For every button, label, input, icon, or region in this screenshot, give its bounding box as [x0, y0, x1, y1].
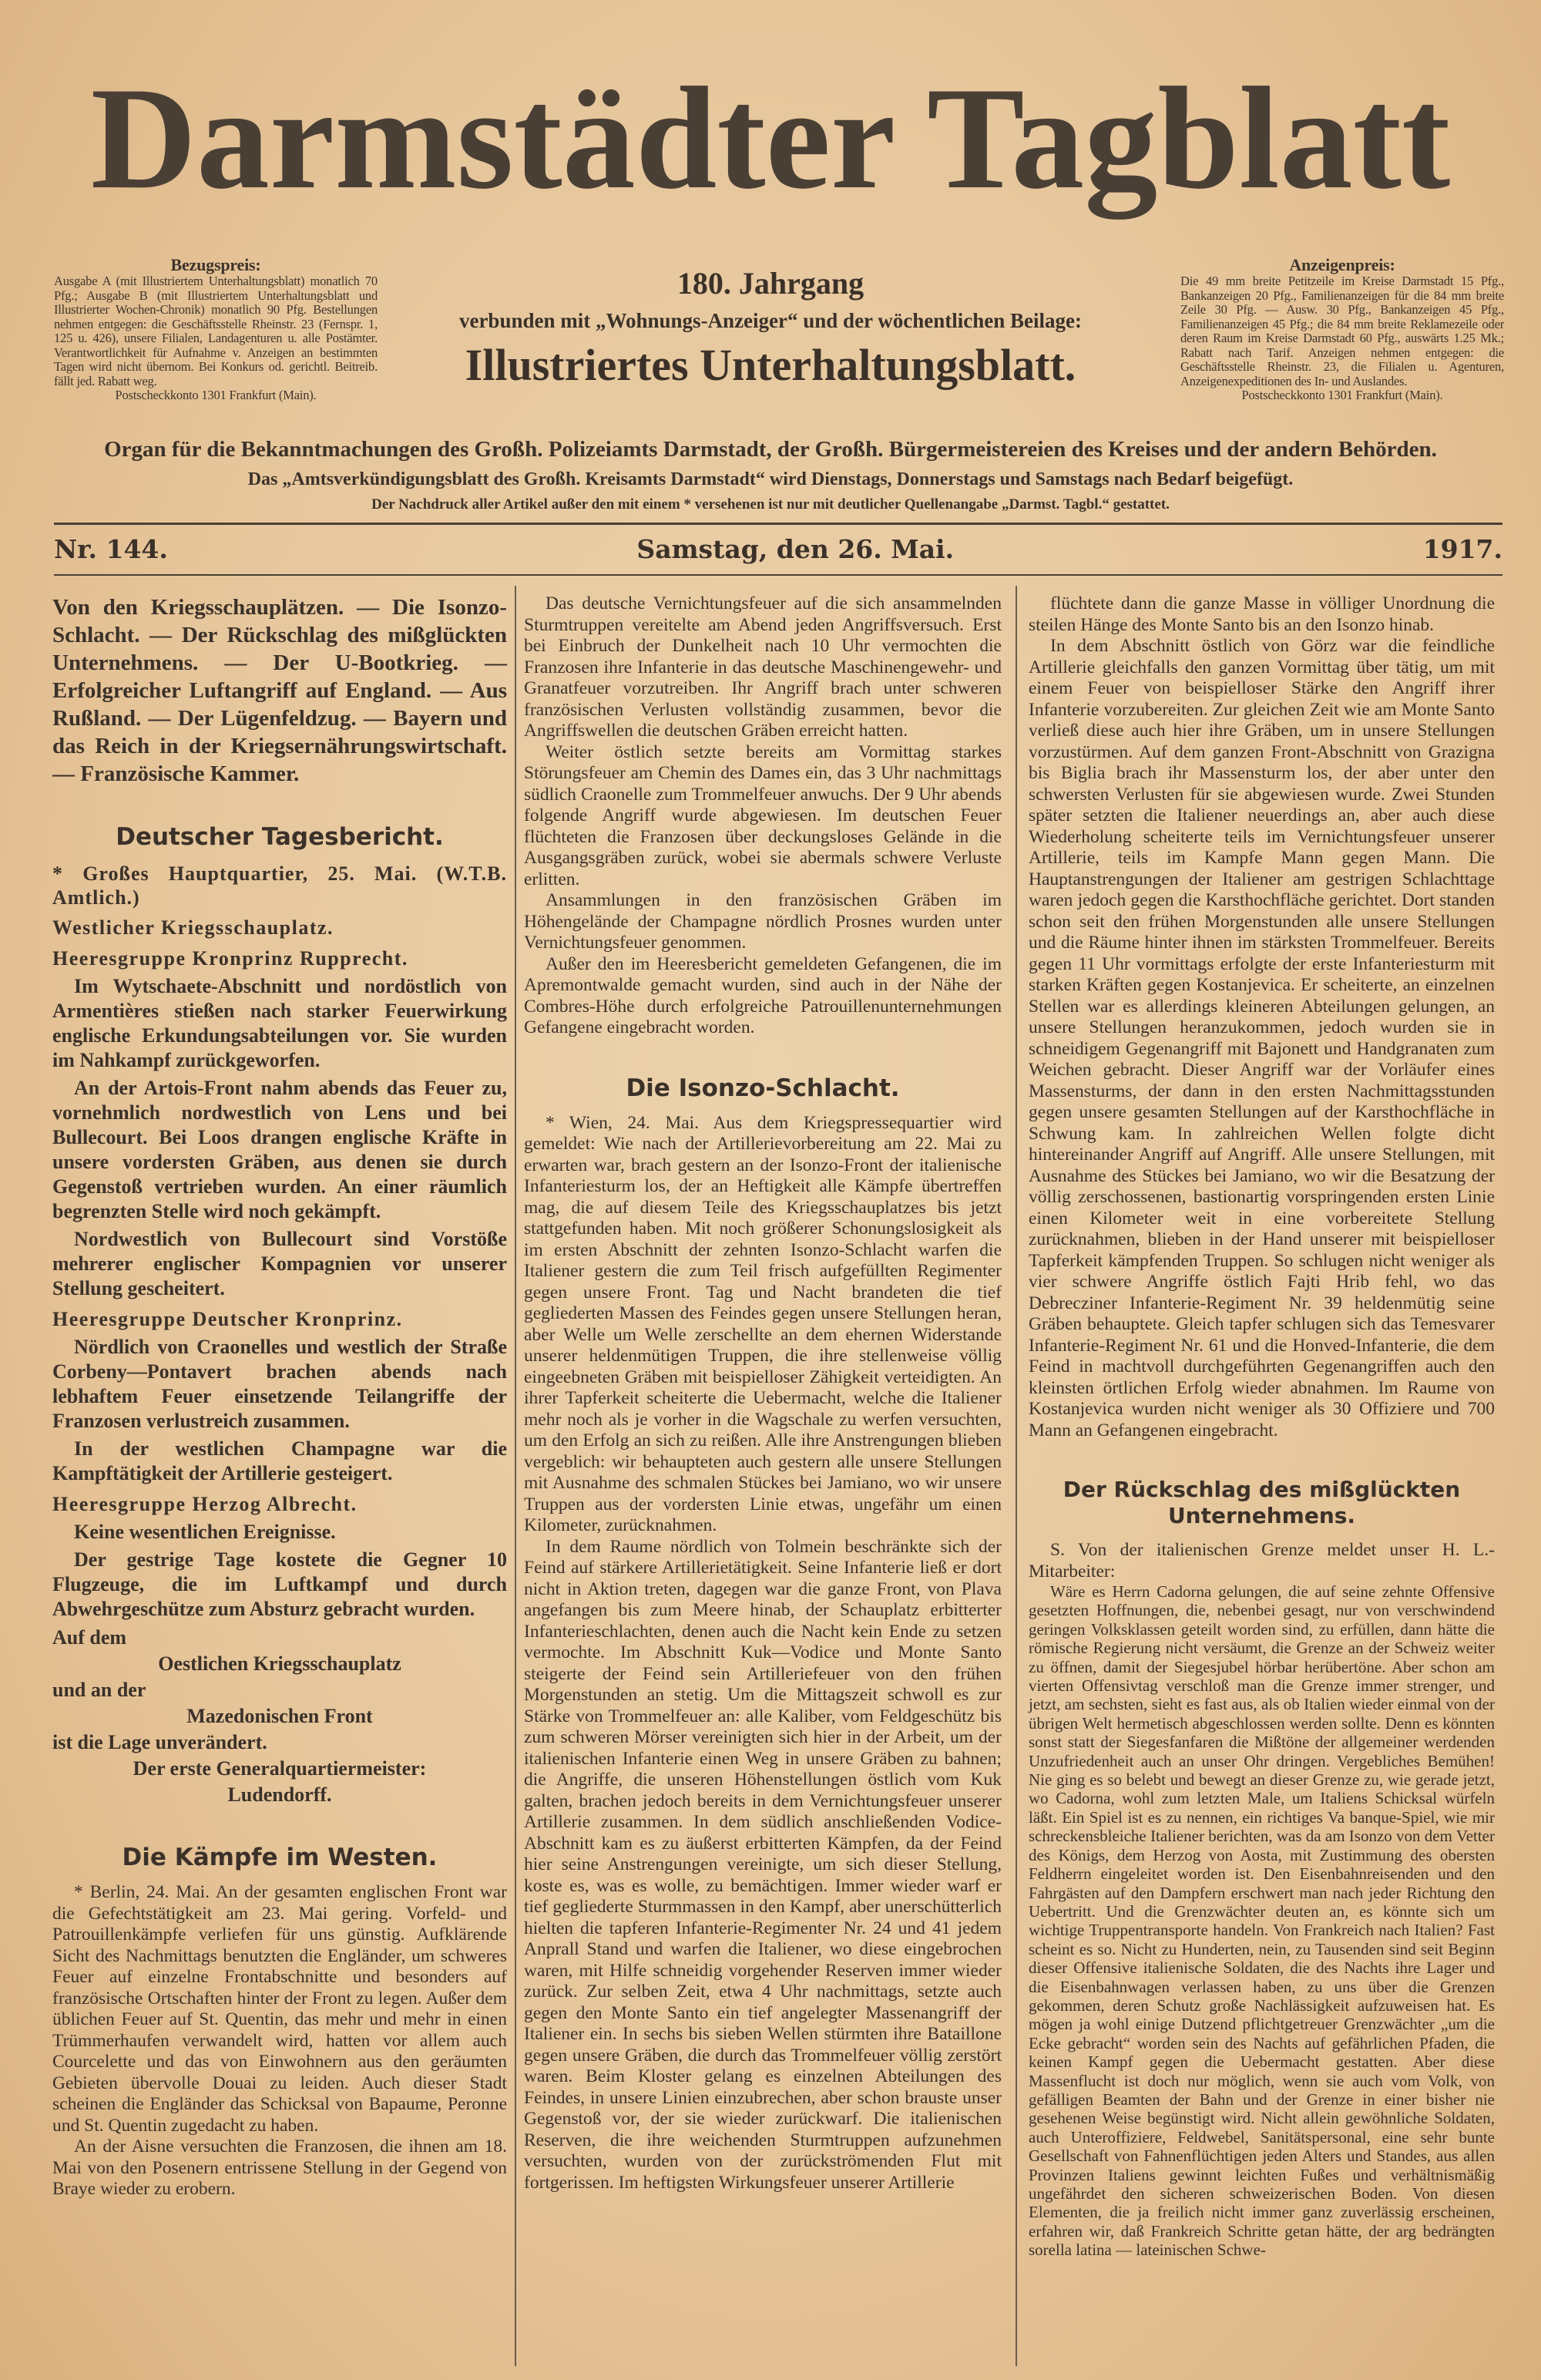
- bold-paragraph: In der westlichen Champagne war die Kampftätigkeit der Artillerie gesteigert.: [52, 1437, 507, 1484]
- newspaper-title: Darmstädter Tagblatt: [90, 58, 1451, 220]
- bold-paragraph: Nordwestlich von Bullecourt sind Vorstöße mehrerer englischer Kompagnien vor unserer Stellung gescheitert.: [52, 1228, 507, 1299]
- issue-number: Nr. 144.: [54, 534, 168, 564]
- paragraph: * Berlin, 24. Mai. An der gesamten englischen Front war die Gefechtstätigkeit am 23. Mai gering. Vorfeld- und Patrouillenkämpfe verliefen für uns günstig. Aufklärende Sicht des Nachmittags benutzten die Engländer, um schweres Feuer auf einzelne Frontabschnitte und besonders auf französische Ortschaften hinter der Front zu legen. Außer dem üblichen Feuer auf St. Quentin, das mehr und mehr in einen Trümmerhaufen verwandelt wird, hatten vor allem auch Courcelette und das von Einwohnern aus den geräumten Gebieten übervolle Douai zu leiden. Auch dieser Stadt scheinen die Engländer das Schicksal von Bapaume, Peronne und St. Quentin zugedacht zu haben.: [52, 1882, 507, 2136]
- official-organ-line: Organ für die Bekanntmachungen des Großh. Polizeiamts Darmstadt, der Großh. Bürgermeistereien des Kreises und der andern Behörden.: [104, 437, 1437, 462]
- section-subheading: Heeresgruppe Deutscher Kronprinz.: [52, 1308, 403, 1330]
- centered-line: Mazedonischen Front: [186, 1705, 373, 1727]
- issue-bar: [54, 534, 1502, 565]
- supplement-title: Illustriertes Unterhaltungsblatt.: [465, 340, 1076, 390]
- paragraph: In dem Abschnitt östlich von Görz war die feindliche Artillerie gleichfalls den ganzen Vormittag über tätig, um mit einem Feuer von beispielloser Stärke den Angriff ihrer Infanterie vorzubereiten. Zur gleichen Zeit wie am Monte Santo verließ diese auch hier ihre Gräben, um in unsere Stellungen vorzustürmen. Auf dem ganzen Front-Abschnitt von Grazigna bis Biglia brach ihr Massensturm los, der aber unter den schwersten Verlusten für sie abgewiesen wurde. Zwei Stunden später setzten die Italiener neuerdings an, aber auch diese Wiederholung scheiterte teils im Vernichtungsfeuer unserer Artillerie, teils im Kampfe Mann gegen Mann. Die Hauptanstrengungen der Italiener am gestrigen Schlachttage waren jedoch gegen die Karsthochfläche gerichtet. Dort standen schon seit den frühen Morgenstunden alle unsere Stellungen und die Räume hinter ihnen im stärksten Trommelfeuer. Bereits gegen 11 Uhr vormittags erfolgte der erste Infanteriesturm mit starken Kräften gegen Kostanjevica. Er scheiterte, an einzelnen Stellen war es allerdings kleineren Abteilungen gelungen, an unsere Stellungen heranzukommen, jedoch wurden sie in schneidigem Gegenangriff mit Bajonett und Handgranaten zum Weichen gebracht. Dieser Angriff war der Vorläufer eines Massensturms, der dann in den ersten Nachmittagsstunden gegen unsere gesamten Stellungen auf der Karsthochfläche in Schwung kam. In zahlreichen Wellen folgte dicht hintereinander Angriff auf Angriff. Alle unsere Stellungen, mit Ausnahme des Stückes bei Jamiano, wo wir die Besatzung der völlig zerschossenen, bastionartig vorspringenden ersten Linie einen Kilometer weit in eine vorbereitete Stellung zurücknahmen, blieben in der Hand unserer mit beispielloser Tapferkeit kämpfenden Truppen. So schlugen nicht weniger als vier schwere Angriffe östlich Fajti Hrib fehl, wo das Debrecziner Infanterie-Regiment Nr. 39 heldenmütig seine Gräben behauptete. Gleich tapfer schlugen sich das Temesvarer Infanterie-Regiment Nr. 61 und die Honved-Infanterie, die dem Feind in machtvoll durchgeführten Gegenangriffen auch den kleinsten örtlichen Erfolg wieder abnahmen. Im Raume von Kostanjevica wurden nicht weniger als 30 Offiziere und 700 Mann an Gefangenen eingebracht.: [1029, 636, 1495, 1440]
- bold-paragraph: Der gestrige Tage kostete die Gegner 10 Flugzeuge, die im Luftkampf und durch Abwehrgeschütze zum Absturz gebracht wurden.: [52, 1548, 507, 1620]
- supplement-note: verbunden mit „Wohnungs-Anzeiger“ und der wöchentlichen Beilage:: [458, 309, 1083, 332]
- advertising-postal-account: Postscheckkonto 1301 Frankfurt (Main).: [1241, 388, 1443, 402]
- subscription-price-heading: Bezugspreis:: [170, 255, 261, 274]
- centered-line: Ludendorff.: [227, 1783, 332, 1806]
- column-divider: [1016, 586, 1017, 2366]
- paragraph: Außer den im Heeresbericht gemeldeten Gefangenen, die im Apremontwalde gemacht wurden, sind auch in der Nähe der Combres-Höhe durch erfolgreiche Patrouillenunternehmungen Gefangene eingebracht worden.: [524, 953, 1002, 1037]
- paragraph: In dem Raume nördlich von Tolmein beschränkte sich der Feind auf stärkere Artillerietätigkeit. Seine Infanterie ließ er dort nicht in Aktion treten, dagegen war die ganze Front, von Plava angefangen bis zum Meere hinab, der Schauplatz erbitterter Infanterieschlachten, denen auch die Nacht kein Ende zu setzen vermochte. Im Abschnitt Kuk—Vodice und Monte Santo steigerte der Feind sein Artilleriefeuer von den frühen Morgenstunden an stetig. Um die Mittagszeit schwoll es zur Stärke von Trommelfeuer an: alle Kaliber, vom Feldgeschütz bis zum schweren Mörser vereinigten sich hier in der Arbeit, um der italienischen Infanterie einen Weg in unsere Gräben zu bahnen; die Angriffe, die unseren Höhenstellungen östlich vom Kuk galten, brachen jedoch bereits in dem Vernichtungsfeuer unserer Artillerie zusammen. In dem südlich anschließenden Vodice-Abschnitt kam es zu äußerst erbitterten Kämpfen, da der Feind hier seine Anstrengungen vereinigte, um sich dieser Stellung, koste es, was es wolle, zu bemächtigen. Immer wieder warf er tief gegliederte Sturmmassen in den Kampf, aber unerschütterlich hielten die tapferen Infanterie-Regimenter Nr. 24 und 41 jedem Anprall Stand und warfen die Italiener, wo diese eingebrochen waren, mit Hilfe schneidig vorgehender Reserven immer wieder zurück. Zur selben Zeit, etwa 4 Uhr nachmittags, setzte auch gegen den Monte Santo ein tief angelegter Massenangriff der Italiener ein. In sechs bis sieben Wellen stürmten ihre Bataillone gegen unsere Gräben, die durch das Trommelfeuer völlig zerstört waren. Beim Kloster gelang es einzelnen Abteilungen des Feindes, in unsere Linien einzubrechen, aber schon brauste unser Gegenstoß vor, der sie wieder zurückwarf. Die italienischen Reserven, die ihre weichenden Sturmtruppen aufzunehmen versuchten, wurden von der zurückströmenden Flut mit fortgerissen. Im heftigsten Wirkungsfeuer unserer Artillerie: [524, 1536, 1002, 2193]
- column-2: [524, 593, 1002, 2193]
- paragraph: Ansammlungen in den französischen Gräben im Höhengelände der Champagne nördlich Prosnes wurden unter Vernichtungsfeuer genommen.: [524, 890, 1002, 953]
- advertising-price-box: [1180, 256, 1504, 403]
- section-subheading: Westlicher Kriegsschauplatz.: [52, 916, 334, 939]
- paragraph: flüchtete dann die ganze Masse in völliger Unordnung die steilen Hänge des Monte Santo bis an den Isonzo hinab.: [1029, 593, 1495, 635]
- issue-date: Samstag, den 26. Mai.: [636, 534, 955, 564]
- bold-line: Auf dem: [52, 1626, 127, 1649]
- paragraph: Das deutsche Vernichtungsfeuer auf die sich ansammelnden Sturmtruppen vereitelte am Abend jeden Angriffsversuch. Erst bei Einbruch der Dunkelheit nach 10 Uhr vermochten die Franzosen ihre Infanterie in das deutsche Maschinengewehr- und Granatfeuer vorzutreiben. Ihr Angriff brach unter schweren französischen Verlusten vollständig zusammen, bevor die Angriffswellen die deutschen Gräben erreicht hatten.: [524, 593, 1002, 741]
- column-1: [52, 593, 507, 2200]
- centered-line: Oestlichen Kriegsschauplatz: [158, 1652, 401, 1675]
- centered-line: Der erste Generalquartiermeister:: [133, 1757, 427, 1780]
- bold-line: und an der: [52, 1679, 146, 1701]
- reprint-notice: Der Nachdruck aller Artikel außer den mit einem * versehenen ist nur mit deutlicher Quellenangabe „Darmst. Tagbl.“ gestattet.: [371, 496, 1170, 513]
- article-heading: Deutscher Tagesbericht.: [116, 823, 444, 851]
- bold-paragraph: Nördlich von Craonelles und westlich der Straße Corbeny—Pontavert brachen abends nach lebhaftem Feuer einsetzende Teilangriffe der Franzosen verlustreich zusammen.: [52, 1336, 507, 1432]
- bold-paragraph: Im Wytschaete-Abschnitt und nordöstlich von Armentières stießen nach starker Feuerwirkung englische Erkundungsabteilungen vor. Sie wurden im Nahkampf zurückgeworfen.: [52, 975, 507, 1071]
- advertising-price-text: Die 49 mm breite Petitzeile im Kreise Darmstadt 15 Pfg., Bankanzeigen 20 Pfg., Familienanzeigen für die 84 mm breite Zeile 30 Pfg. — Ausw. 30 Pfg., Bankanzeigen 45 Pfg., Familienanzeigen 45 Pfg.; die 84 mm breite Reklamezeile oder deren Raum im Kreise Darmstadt 60 Pfg., auswärts 1.25 Mk.; Rabatt nach Tarif. Anzeigen nehmen entgegen: die Geschäftsstelle Rheinstr. 23, die Filialen u. Agenturen, Anzeigenexpeditionen des In- und Auslandes.: [1180, 274, 1504, 388]
- subscription-price-box: [54, 256, 378, 403]
- divider: [54, 574, 1502, 576]
- column-divider: [515, 586, 516, 2366]
- subscription-postal-account: Postscheckkonto 1301 Frankfurt (Main).: [115, 388, 317, 402]
- paragraph: * Wien, 24. Mai. Aus dem Kriegspressequartier wird gemeldet: Wie nach der Artillerievorbereitung am 22. Mai zu erwarten war, brach gestern an der Isonzo-Front der italienische Infanteriesturm los, der an Heftigkeit alle Kämpfe übertreffen mag, die auf diesem Teile des Kriegsschauplatzes bis jetzt stattgefunden haben. Mit noch größerer Schonungslosigkeit als im ersten Abschnitt der zehnten Isonzo-Schlacht warfen die Italiener gestern die zum Teil frisch aufgefüllten Regimenter gegen unsere Front. Tag und Nacht brandeten die tief gegliederten Massen des Feindes gegen unsere Stellungen heran, aber Welle um Welle zerschellte an dem ehernen Widerstande unserer heldenmütigen Truppen, die ihre stellenweise völlig eingeebneten Gräben mit beispielloser Zähigkeit verteidigten. An ihrer Tapferkeit scheiterte die Uebermacht, welche die Italiener mehr noch als je vorher in die Wagschale zu werfen versuchten, um den Erfolg an sich zu reißen. Alle ihre Anstrengungen blieben vergeblich: wir behaupteten auch gestern alle unsere Stellungen mit Ausnahme des schmalen Stückes bei Jamiano, wo wir unsere Truppen aus der vordersten Linie etwas, ungefähr um einen Kilometer, zurücknahmen.: [524, 1112, 1002, 1535]
- volume-year: 180. Jahrgang: [676, 266, 865, 301]
- issue-year: 1917.: [1422, 534, 1502, 564]
- bold-paragraph: An der Artois-Front nahm abends das Feuer zu, vornehmlich nordwestlich von Lens und bei Bullecourt. Bei Loos drangen englische Kräfte in unsere vordersten Gräben, aus denen sie durch Gegenstoß vertrieben wurden. An einer räumlich begrenzten Stelle wird noch gekämpft.: [52, 1077, 507, 1222]
- article-heading: Die Kämpfe im Westen.: [122, 1844, 438, 1871]
- article-heading: Die Isonzo-Schlacht.: [626, 1074, 900, 1102]
- section-subheading: Heeresgruppe Kronprinz Rupprecht.: [52, 947, 408, 970]
- paragraph: Wäre es Herrn Cadorna gelungen, die auf seine zehnte Offensive gesetzten Hoffnungen, die, nebenbei gesagt, nur von verschwindend geringen Volksklassen geteilt worden sind, zu erfüllen, dann hätte die römische Regierung nicht versäumt, die Grenze an der Schweiz weiter zu öffnen, damit der Siegesjubel hörbar herübertöne. Aber schon am vierten Offensivtag verschloß man die Grenze immer strenger, und jetzt, am sechsten, sieht es fast aus, als ob Italien wieder einmal von der übrigen Welt hermetisch abgeschlossen werden sollte. Denn es könnten sonst statt der Siegesfanfaren die Mißtöne der allgemeiner werdenden Unzufriedenheit auch an unser Ohr dringen. Vergebliches Bemühen! Nie ging es so belebt und bewegt an dieser Grenze zu, wie gerade jetzt, wo Cadorna, wohl zum letzten Male, um Italiens Schicksal würfeln läßt. Ein Spiel ist es zu nennen, ein richtiges Va banque-Spiel, wie mir schreckensbleiche Italiener berichten, was da am Isonzo von dem Vetter des Königs, dem Herzog von Aosta, mit Zustimmung des obersten Feldherrn eingeleitet worden ist. Den Eisenbahnreisenden und den Fahrgästen auf den Dampfern erschwert man nach jeder Richtung den Uebertritt. Und die Grenzwächter deuten an, es könnte sich um wichtige Truppentransporte handeln. Von Frankreich nach Italien? Fast scheint es so. Nicht zu Hunderten, nein, zu Tausenden sind seit Beginn dieser Offensive italienische Soldaten, die des Nachts ihre Lager und die Eisenbahnwagen verlassen haben, zu uns über die Grenzen gekommen, deren Schutz große Nachlässigkeit aufzuweisen hat. Es mögen ja wohl einige Dutzend pflichtgetreuer Grenzwächter „um die Ecke gebracht“ worden sein des Nachts auf gefährlichen Pfaden, die keinen Kampf gegen die Uebermacht gestatten. Aber diese Massenflucht ist doch nur möglich, wenn sie auch vom Volk, von gefälligen Beamten der Bahn und der Grenze in einer bisher nie gesehenen Weise begünstigt wird. Nicht allein gewöhnliche Soldaten, auch Unteroffiziere, Feldwebel, Sanitätspersonal, eine sehr bunte Gesellschaft von Fahnenflüchtigen jeden Alters und Standes, aus allen Provinzen Italiens gewinnt leichten Fußes und verhältnismäßig ungefährdet den sicheren schweizerischen Boden. Von diesen Elementen, die ja freilich nicht immer ganz zuverlässig erscheinen, erfahren wir, daß Frankreich Schritte getan hätte, der arg bedrängten sorella latina — lateinischen Schwe-: [1029, 1582, 1495, 2260]
- paragraph: Weiter östlich setzte bereits am Vormittag starkes Störungsfeuer am Chemin des Dames ein, das 3 Uhr nachmittags südlich Craonelle zum Trommelfeuer anwuchs. Der 9 Uhr abends folgende Angriff wurde abgewiesen. Im deutschen Feuer flüchteten die Franzosen über deckungsloses Gelände in die Ausgangsgräben zurück, wobei sie abermals schwere Verluste erlitten.: [524, 741, 1002, 889]
- article-heading: Der Rückschlag des mißglückten Unternehmens.: [1063, 1477, 1461, 1528]
- paragraph: S. Von der italienischen Grenze meldet unser H. L.-Mitarbeiter:: [1029, 1540, 1495, 1582]
- section-subheading: Heeresgruppe Herzog Albrecht.: [52, 1493, 358, 1515]
- advertising-price-heading: Anzeigenpreis:: [1289, 255, 1395, 274]
- contents-summary: Von den Kriegsschauplätzen. — Die Isonzo-Schlacht. — Der Rückschlag des mißglückten Unternehmens. — Der U-Bootkrieg. — Erfolgreicher Luftangriff auf England. — Aus Rußland. — Der Lügenfeldzug. — Bayern und das Reich in der Kriegsernährungswirtschaft. — Französische Kammer.: [52, 595, 507, 786]
- paragraph: An der Aisne versuchten die Franzosen, die ihnen am 18. Mai von den Posenern entrissene Stellung in der Gegend von Braye wieder zu erobern.: [52, 2136, 507, 2199]
- gazette-note: Das „Amtsverkündigungsblatt des Großh. Kreisamts Darmstadt“ wird Dienstags, Donnerstags und Samstags nach Bedarf beigefügt.: [247, 469, 1294, 489]
- bold-paragraph: Keine wesentlichen Ereignisse.: [74, 1521, 336, 1543]
- column-3: [1029, 593, 1495, 2260]
- divider: [54, 523, 1502, 525]
- subscription-price-text: Ausgabe A (mit Illustriertem Unterhaltungsblatt) monatlich 70 Pfg.; Ausgabe B (mit Illustriertem Unterhaltungsblatt und Illustrierter Wochen-Chronik) monatlich 90 Pfg. Bestellungen nehmen entgegen: die Geschäftsstelle Rheinstr. 23 (Fernspr. 1, 125 u. 426), unsere Filialen, Landagenturen u. alle Postämter. Verantwortlichkeit für Aufnahme v. Anzeigen an bestimmten Tagen wird nicht übernom. Bei Konkurs od. gerichtl. Beitreib. fällt jed. Rabatt weg.: [54, 274, 378, 388]
- bold-line: ist die Lage unverändert.: [52, 1731, 267, 1753]
- dateline: * Großes Hauptquartier, 25. Mai. (W.T.B. Amtlich.): [52, 862, 507, 909]
